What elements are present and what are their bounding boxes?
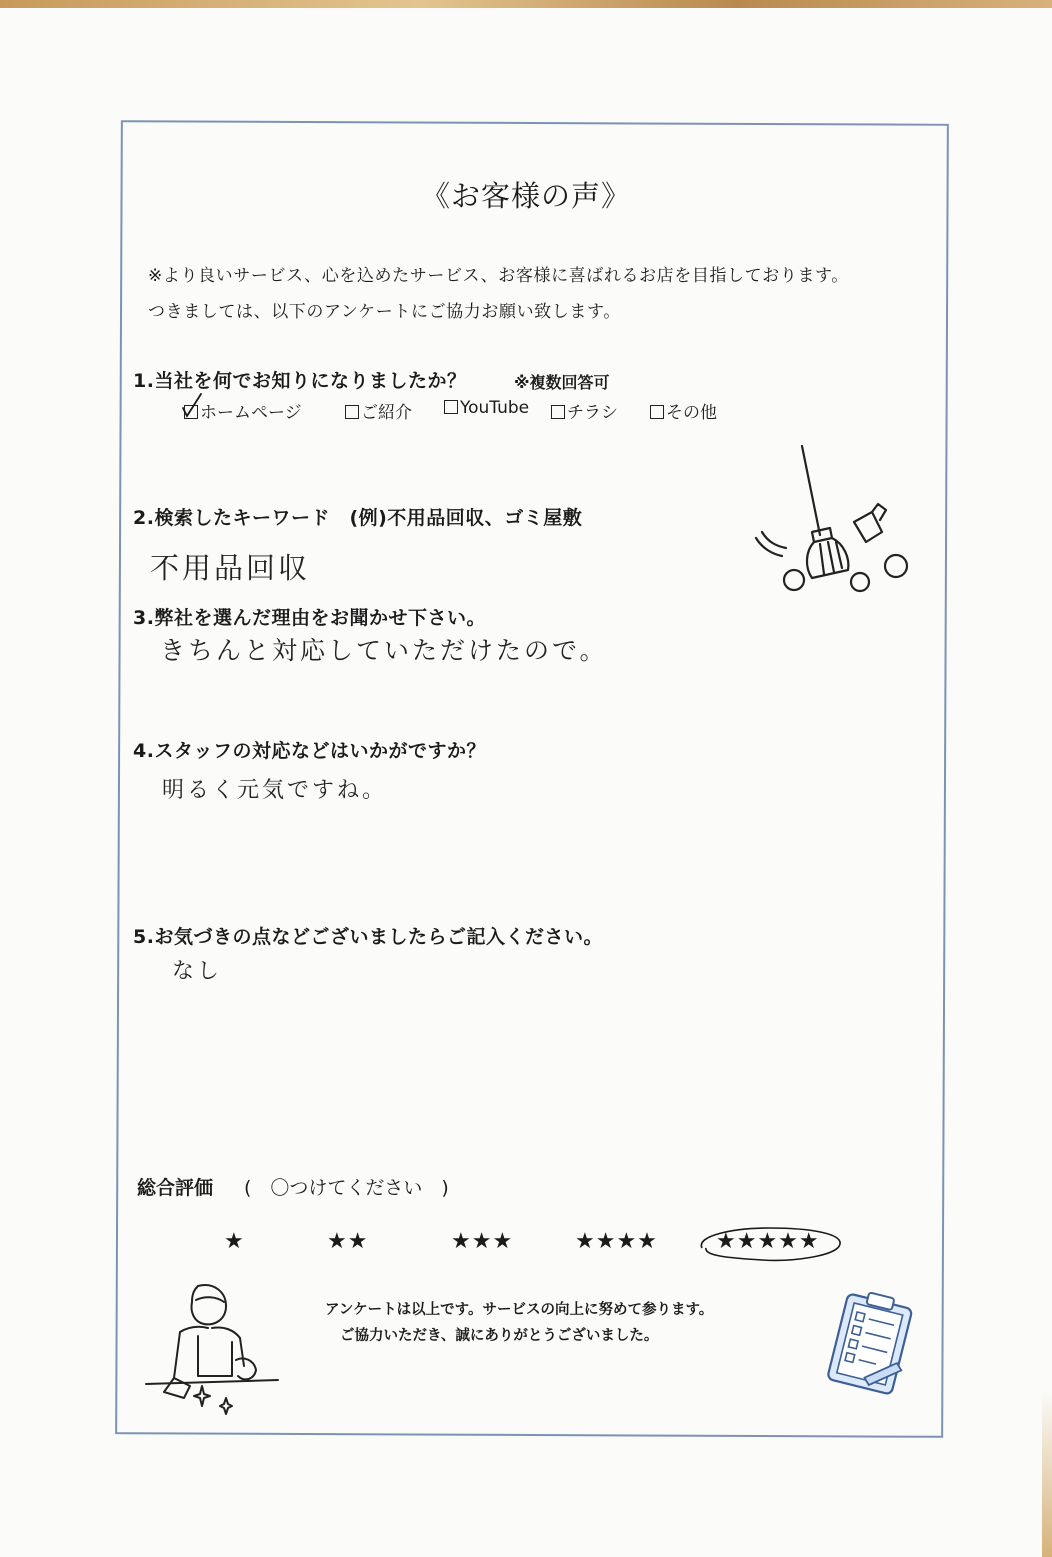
question-2-answer: 不用品回収: [150, 551, 311, 585]
table-edge-right: [1042, 1390, 1052, 1557]
question-4-answer: 明るく元気ですね。: [162, 778, 388, 803]
checkbox-other[interactable]: [650, 405, 664, 419]
question-3-label: 3.弊社を選んだ理由をお聞かせ下さい。: [133, 607, 486, 629]
checkbox-homepage[interactable]: [184, 405, 198, 419]
option-referral[interactable]: [345, 398, 412, 423]
option-flyer[interactable]: [551, 398, 618, 423]
closing-line-2: ご協力いただき、誠にありがとうございました。: [340, 1328, 659, 1344]
rating-option-5[interactable]: ★★★★★: [716, 1229, 820, 1254]
cleaning-staff-icon: [140, 1280, 285, 1420]
question-1-label: 1.当社を何でお知りになりましたか？: [133, 370, 467, 392]
question-4-label: 4.スタッフの対応などはいかがですか？: [133, 740, 486, 762]
question-3-answer: きちんと対応していただけたので。: [160, 636, 608, 665]
option-label: チラシ: [567, 403, 618, 423]
broom-dustpan-icon: [750, 440, 915, 600]
intro-line-1: ※より良いサービス、心を込めたサービス、お客様に喜ばれるお店を目指しております。: [148, 266, 849, 286]
question-2-label: 2.検索したキーワード (例)不用品回収、ゴミ屋敷: [133, 507, 583, 529]
rating-option-1[interactable]: ★: [224, 1229, 245, 1254]
checkbox-referral[interactable]: [345, 405, 359, 419]
question-5-answer: なし: [172, 959, 223, 984]
rating-option-4[interactable]: ★★★★: [575, 1229, 658, 1254]
rating-option-3[interactable]: ★★★: [451, 1229, 514, 1254]
option-label: その他: [666, 403, 717, 423]
option-label: YouTube: [460, 398, 530, 418]
option-other[interactable]: [650, 398, 717, 423]
option-homepage[interactable]: [184, 398, 302, 423]
overall-rating-label: 総合評価: [137, 1177, 214, 1199]
option-label: ホームページ: [200, 403, 302, 423]
question-5-label: 5.お気づきの点などございましたらご記入ください。: [133, 926, 603, 948]
selected-rating-circle: [692, 1222, 847, 1266]
overall-rating-hint: ( 〇つけてください ): [244, 1177, 449, 1199]
clipboard-checklist-icon: [815, 1286, 925, 1401]
intro-line-2: つきましては、以下のアンケートにご協力お願い致します。: [148, 302, 621, 322]
checkbox-youtube[interactable]: [444, 400, 458, 414]
rating-option-2[interactable]: ★★: [327, 1229, 369, 1254]
check-mark-icon: [181, 394, 203, 420]
table-edge-top: [0, 0, 1052, 8]
multiple-answers-note: ※複数回答可: [514, 373, 610, 392]
checkbox-flyer[interactable]: [551, 405, 565, 419]
option-label: ご紹介: [361, 403, 412, 423]
page-title: 《お客様の声》: [420, 179, 631, 213]
closing-line-1: アンケートは以上です。サービスの向上に努めて参ります。: [325, 1302, 714, 1318]
option-youtube[interactable]: [444, 398, 529, 418]
